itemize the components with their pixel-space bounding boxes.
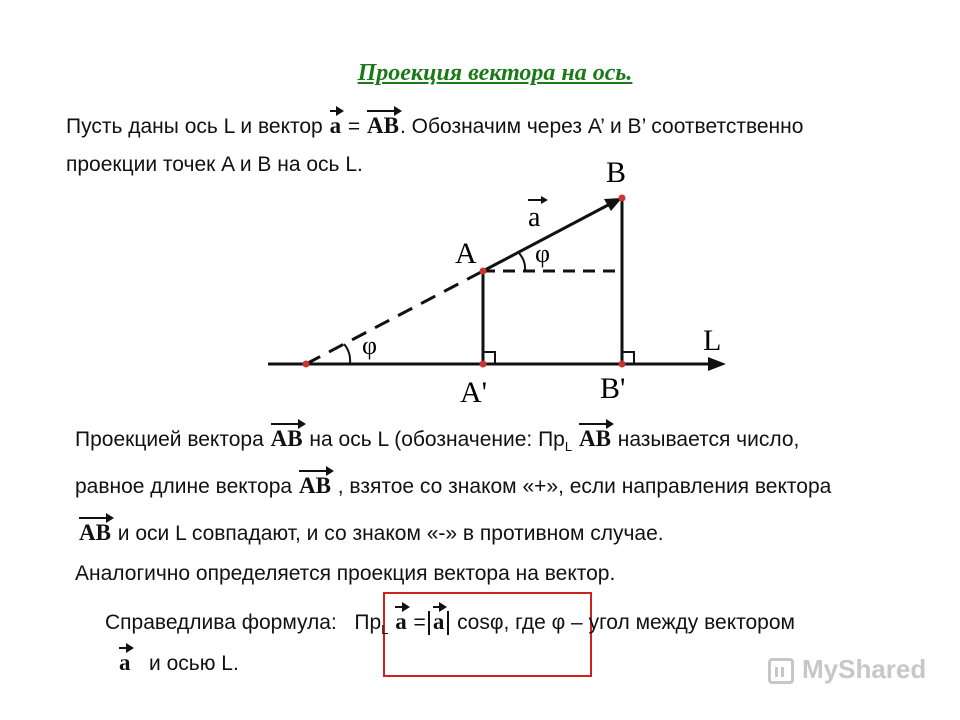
def-text-4: равное длине вектора [75,475,293,498]
abs-bar-right [447,611,449,635]
formula-cos: cosφ [457,611,504,634]
vector-AB: AB [270,426,303,451]
label-B: B [606,156,627,189]
formula-equals: = [413,611,426,634]
label-A: A [455,237,477,270]
dashed-extension-line [306,271,483,364]
definition-line-2 [75,473,831,499]
vector-AB: AB [298,473,331,498]
label-phi-top: φ [535,239,551,268]
formula-line-1 [105,609,795,635]
angle-arc-top-icon [519,253,525,271]
vector-AB: AB [578,426,611,451]
formula-subscript: L [381,622,389,637]
vector-AB: AB [367,113,399,138]
watermark-text: MyShared [802,654,927,684]
formula-pr: Пр [354,611,382,634]
formula-line2-text: и осью L. [149,652,239,675]
label-L: L [703,324,722,357]
point-A-prime [480,361,487,368]
definition-line-4: Аналогично определяется проекция вектора на вектор. [75,562,616,585]
def-text-2: на ось L (обозначение: Пр [309,428,565,451]
point-B-prime [619,361,626,368]
label-A-prime: A' [460,376,488,409]
formula-line-2 [118,650,239,676]
angle-arc-bottom-icon [344,344,350,364]
definition-line-3 [78,520,664,546]
label-B-prime: B' [600,372,626,405]
label-a-arrow-icon [541,196,548,204]
vector-a: a [432,609,445,634]
vector-a: a [119,650,131,675]
def-text-3: называется число, [617,428,800,451]
intro-line-2: проекции точек A и B на ось L. [66,153,363,176]
intro-text-2: . Обозначим через A’ и B’ соответственно [399,115,804,138]
watermark-icon [768,658,794,684]
vector-a: a [329,113,342,138]
page-title: Проекция вектора на ось. [357,60,633,86]
abs-bar-left [428,611,430,635]
point-B [619,195,626,202]
label-vector-a: a [528,202,541,233]
axis-arrow-icon [708,357,726,371]
intro-text-1: Пусть даны ось L и вектор [66,115,323,138]
formula-label: Справедлива формула: [105,611,337,634]
formula-tail: , где φ – угол между вектором [503,611,795,634]
vector-AB: AB [79,520,111,545]
def-subscript: L [564,439,573,454]
vector-a: a [395,609,407,634]
label-phi-bottom: φ [362,331,378,360]
def-text-1: Проекцией вектора [75,428,264,451]
point-A [480,268,487,275]
point-origin [303,361,310,368]
def-text-5: , взятое со знаком «+», если направления вектора [337,475,832,498]
def-text-6: и оси L совпадают, и со знаком «-» в противном случае. [117,522,664,545]
definition-line-1 [75,426,799,452]
equals-sign: = [347,115,361,138]
